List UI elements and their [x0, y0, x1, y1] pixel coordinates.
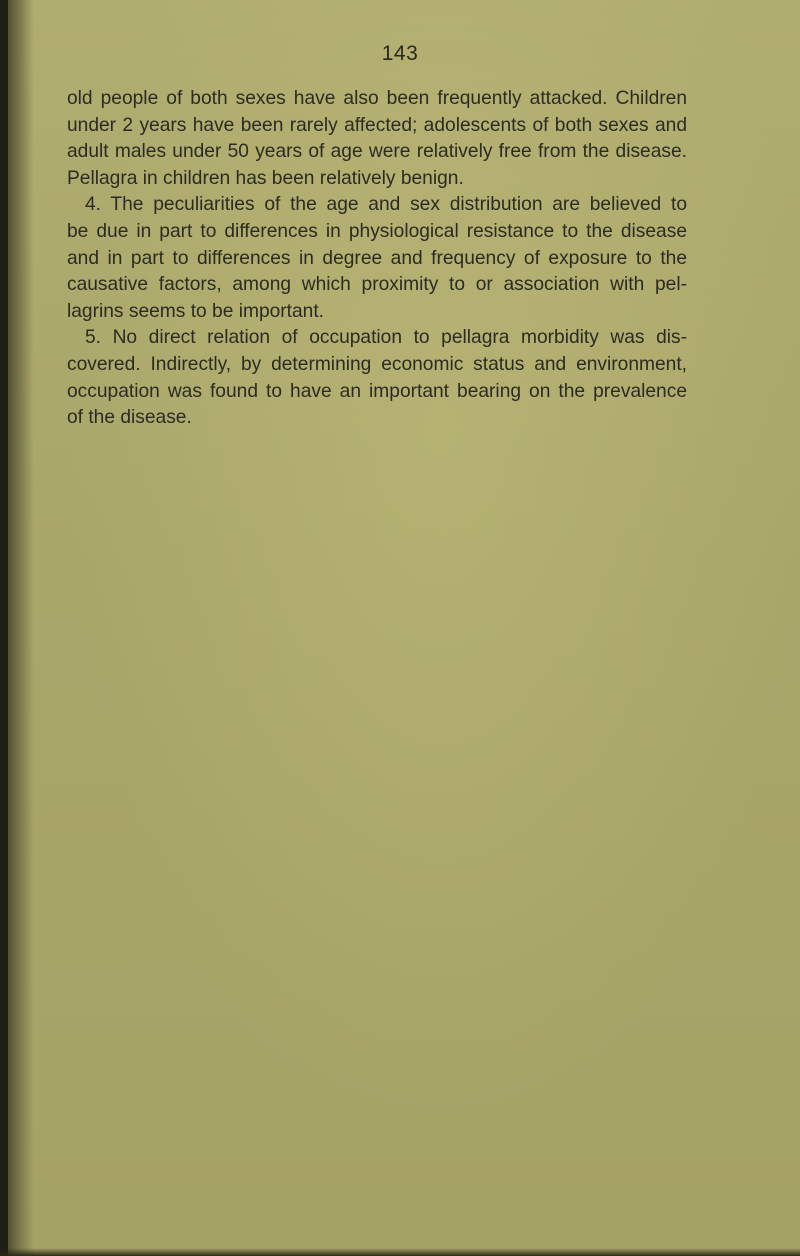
text-line: old people of both sexes have also been frequently attacked. Children: [67, 88, 687, 109]
text-line: and in part to differences in degree and frequency of exposure to the: [67, 247, 687, 269]
text-line: Pellagra in children has been relatively benign.: [67, 167, 464, 189]
text-line: be due in part to differences in physiological resistance to the disease: [67, 220, 687, 242]
page-bottom-edge: [0, 1248, 800, 1256]
body-text: [67, 86, 687, 432]
page-number: 143: [381, 42, 419, 65]
text-line: of the disease.: [67, 407, 192, 429]
binding-edge: [0, 0, 8, 1256]
text-line: occupation was found to have an important bearing on the prevalence: [67, 380, 687, 402]
text-line: 5. No direct relation of occupation to pellagra morbidity was dis-: [85, 327, 687, 349]
text-line: lagrins seems to be important.: [67, 300, 325, 322]
text-line: causative factors, among which proximity to or association with pel-: [67, 274, 687, 296]
text-line: 4. The peculiarities of the age and sex distribution are believed to: [85, 194, 687, 216]
text-line: adult males under 50 years of age were relatively free from the disease.: [67, 141, 687, 163]
text-line: covered. Indirectly, by determining economic status and environment,: [67, 353, 687, 375]
text-line: under 2 years have been rarely affected; adolescents of both sexes and: [67, 114, 687, 136]
